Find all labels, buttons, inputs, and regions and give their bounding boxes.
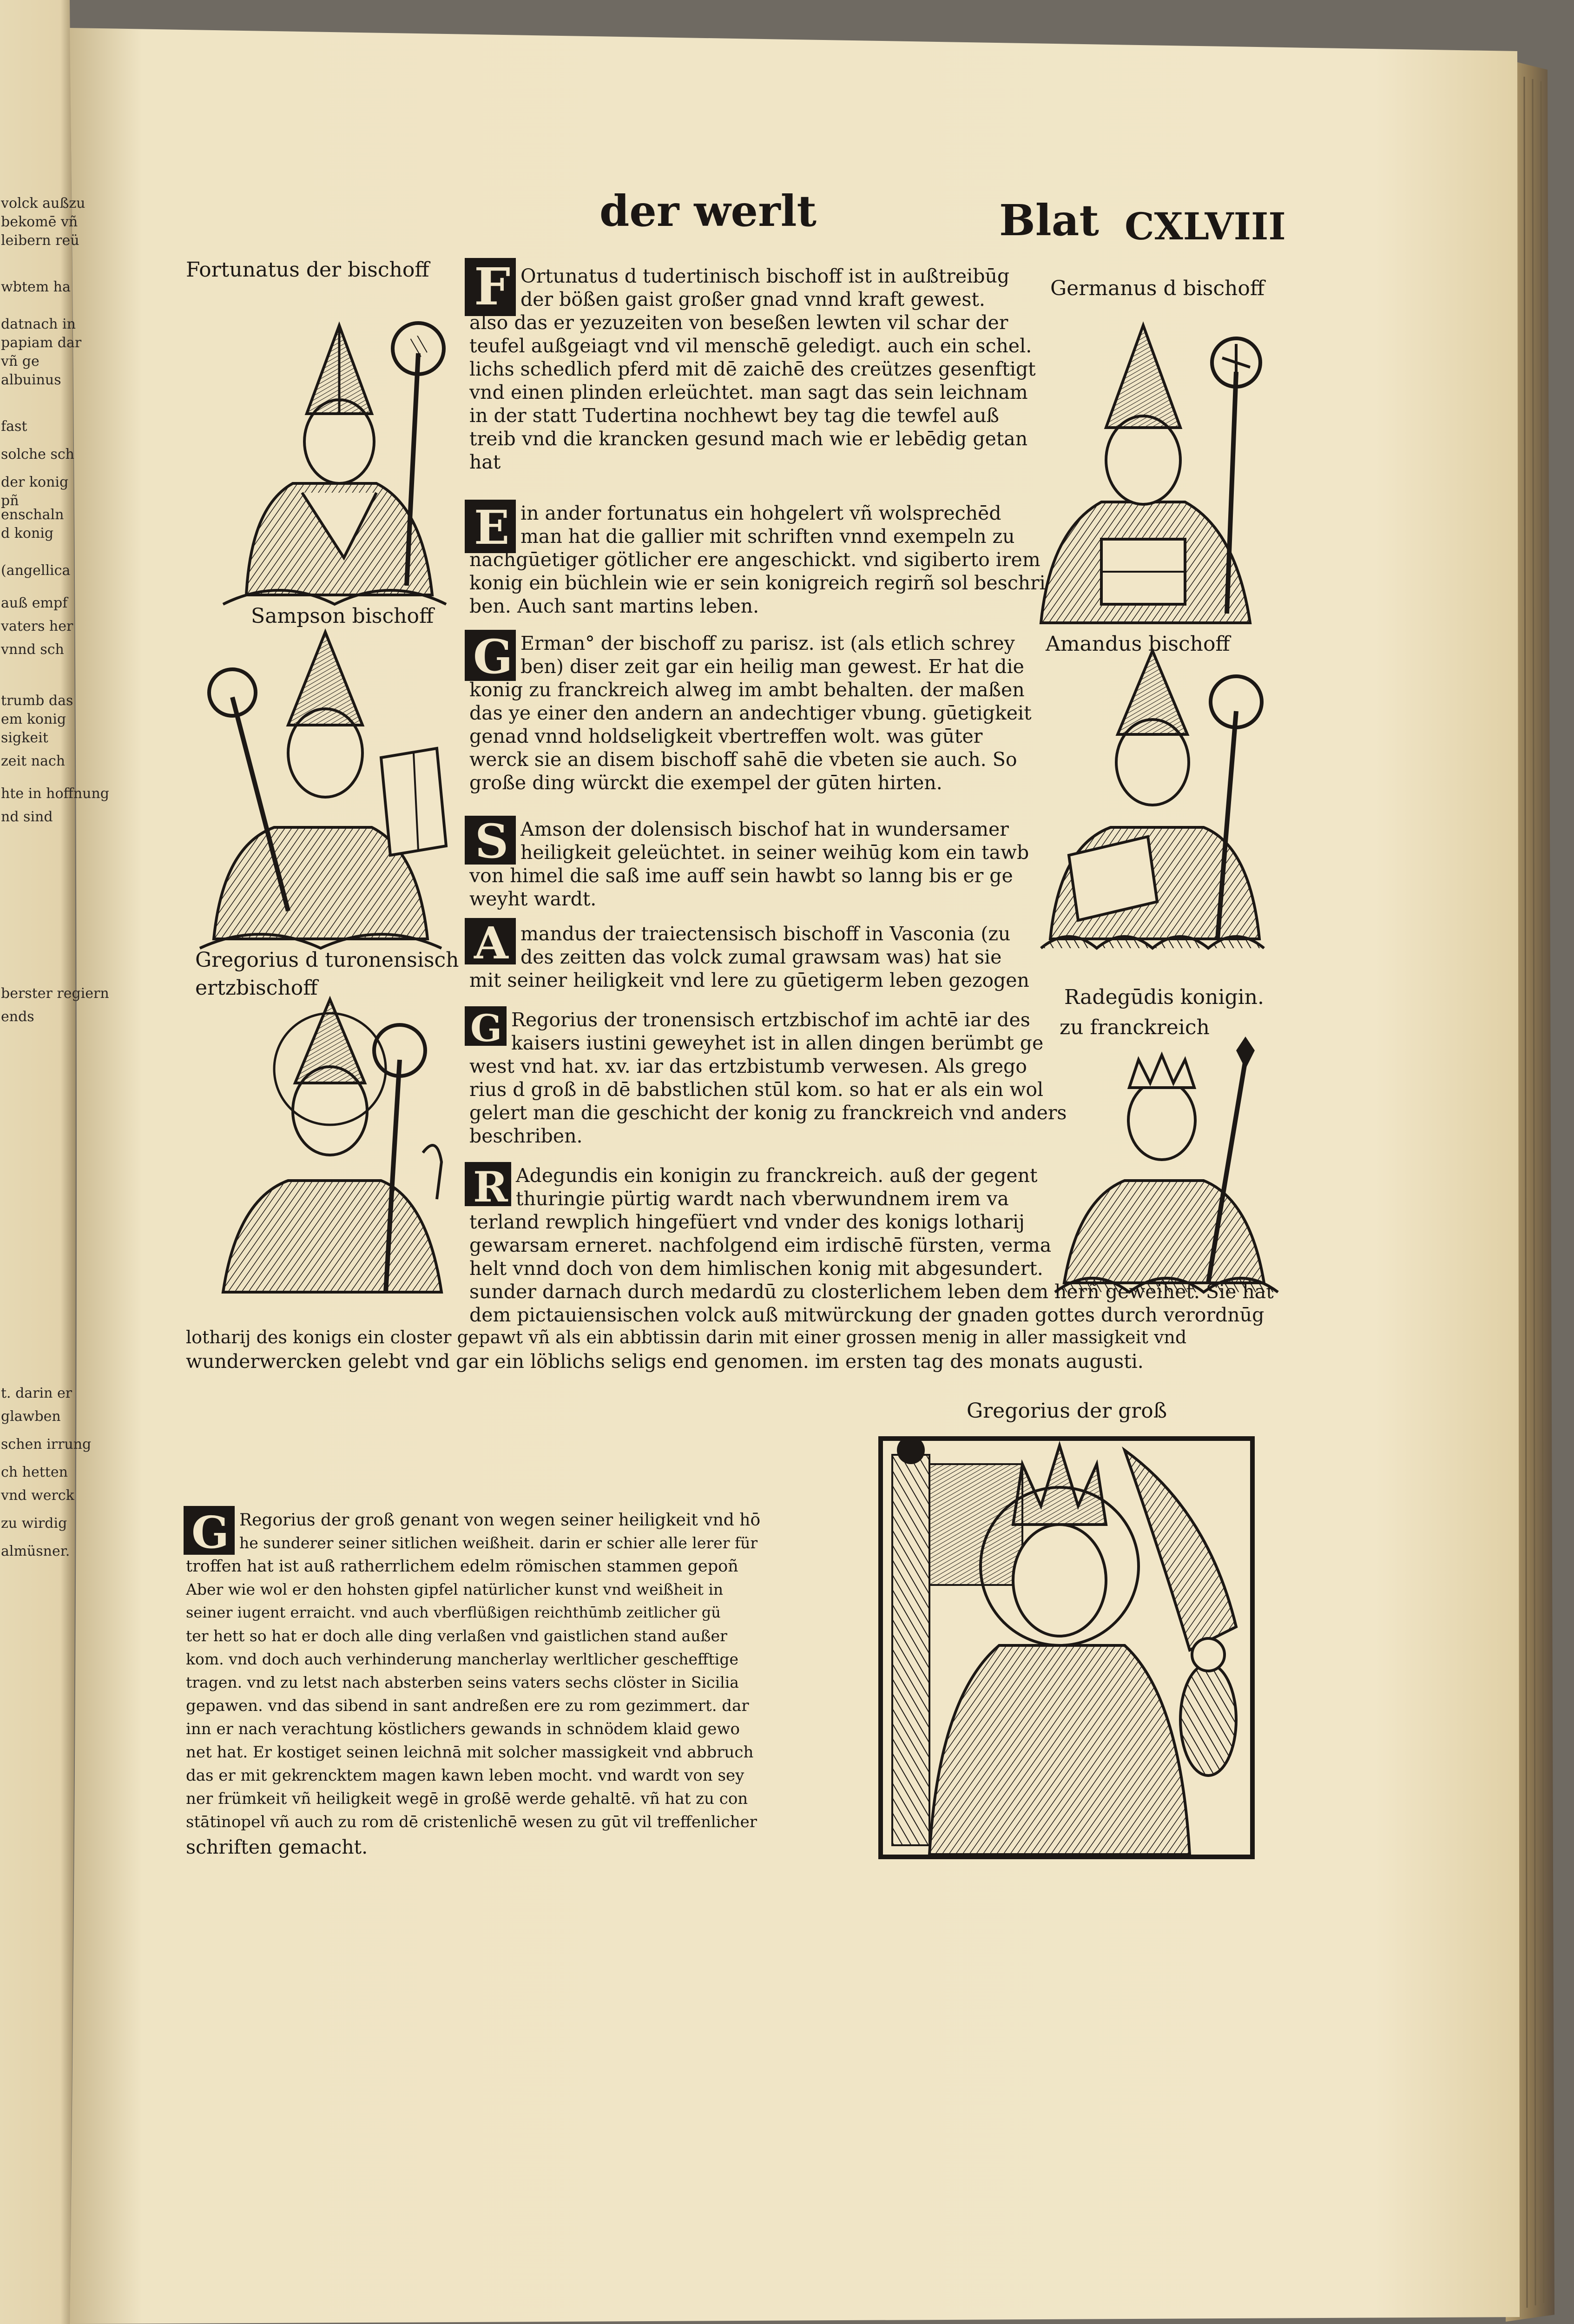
text-line: rius d groß in dē babstlichen stūl kom. so hat er als ein wol [469, 1078, 1044, 1101]
text-line: ben) diser zeit gar ein heilig man gewest. Er hat die [520, 655, 1024, 678]
text-line: teufel außgeiagt vnd vil menschē geledigt. auch ein schel. [469, 335, 1032, 357]
text-line: nachgūetiger götlicher ere angeschickt. vnd sigiberto irem [469, 548, 1041, 571]
left-fragment: t. darin er [1, 1385, 72, 1401]
text-line: des zeitten das volck zumal grawsam was) hat sie [520, 946, 1002, 968]
text-line: gepawen. vnd das sibend in sant andreßen ere zu rom gezimmert. dar [186, 1697, 749, 1715]
caption-gregorius-turon-2: ertzbischoff [195, 976, 318, 1000]
left-fragment: glawben [1, 1408, 61, 1425]
caption-sampson: Sampson bischoff [251, 604, 434, 628]
text-line: dem pictauiensischen volck auß mitwürckung der gnaden gottes durch verordnūg [469, 1304, 1264, 1326]
left-fragment: almüsner. [1, 1543, 70, 1559]
text-line: schriften gemacht. [186, 1836, 368, 1858]
text-line: konig ein büchlein wie er sein konigreich regirñ sol beschri [469, 572, 1046, 594]
left-fragment: schen irrung [1, 1436, 92, 1452]
left-fragment: enschaln [1, 507, 64, 523]
text-line: tragen. vnd zu letst nach absterben seins vaters sechs clöster in Sicilia [186, 1673, 739, 1691]
caption-amandus: Amandus bischoff [1046, 632, 1230, 656]
text-line: man hat die gallier mit schriften vnnd exempeln zu [520, 525, 1015, 548]
left-fragment: nd sind [1, 809, 53, 825]
text-line: lichs schedlich pferd mit dē zaichē des creützes gesenftigt [469, 358, 1036, 380]
folio-number: CXLVIII [1125, 205, 1286, 248]
text-line: west vnd hat. xv. iar das ertzbistumb verwesen. Als grego [469, 1055, 1027, 1077]
left-fragment: vnd werck [1, 1487, 74, 1504]
left-fragment: leibern reü [1, 232, 79, 249]
left-fragment: der konig [1, 474, 69, 490]
left-fragment: bekomē vñ [1, 214, 78, 230]
left-fragment: zeit nach [1, 753, 66, 769]
text-line: Regorius der tronensisch ertzbischof im achtē iar des [511, 1009, 1030, 1031]
text-line: in ander fortunatus ein hohgelert vñ wolsprechēd [520, 502, 1001, 524]
initial-g: G [473, 629, 513, 684]
left-fragment: papiam dar [1, 335, 82, 351]
text-line: terland rewplich hingefüert vnd vnder des konigs lotharij [469, 1211, 1025, 1233]
text-line: seiner iugent erraicht. vnd auch vberflüßigen reichthūmb zeitlicher gü [186, 1604, 721, 1621]
left-fragment: volck außzu [1, 195, 86, 211]
left-fragment: fast [1, 418, 27, 435]
text-line: troffen hat ist auß ratherrlichem edelm römischen stammen gepoñ [186, 1557, 738, 1576]
text-line: inn er nach verachtung köstlichers gewands in schnödem klaid gewo [186, 1720, 740, 1738]
text-line: he sunderer seiner sitlichen weißheit. darin er schier alle lerer für [239, 1534, 758, 1552]
caption-gregorius-turon: Gregorius d turonensisch [195, 948, 459, 972]
left-fragment: ch hetten [1, 1464, 68, 1480]
text-line: genad vnnd holdseligkeit vbertreffen wolt. was gūter [469, 725, 983, 747]
text-line: ter hett so hat er doch alle ding verlaßen vnd gaistlichen stand außer [186, 1627, 727, 1645]
initial-e: E [474, 500, 510, 555]
left-fragment: vnnd sch [1, 641, 64, 658]
text-line: der bößen gaist großer gnad vnnd kraft gewest. [520, 288, 985, 310]
caption-fortunatus: Fortunatus der bischoff [186, 258, 429, 282]
text-line: gelert man die geschicht der konig zu franckreich vnd anders [469, 1102, 1067, 1124]
text-line: lotharij des konigs ein closter gepawt vñ als ein abbtissin darin mit einer grossen menig in aller massigkeit vnd [186, 1327, 1187, 1347]
left-fragment: em konig [1, 711, 66, 727]
text-line: net hat. Er kostiget seinen leichnā mit solcher massigkeit vnd abbruch [186, 1743, 754, 1762]
text-line: kaisers iustini geweyhet ist in allen dingen berümbt ge [511, 1032, 1044, 1054]
left-fragment: (angellica [1, 562, 71, 579]
caption-germanus: Germanus d bischoff [1050, 277, 1265, 300]
left-fragment: ends [1, 1009, 34, 1025]
left-fragment: d konig [1, 525, 54, 541]
left-fragment: berster regiern [1, 985, 109, 1002]
text-line: in der statt Tudertina nochhewt bey tag die tewfel auß [469, 404, 999, 427]
text-line: treib vnd die krancken gesund mach wie er lebēdig getan [469, 428, 1028, 450]
text-line: von himel die saß ime auff sein hawbt so lanng bis er ge [469, 865, 1013, 887]
text-line: wunderwercken gelebt vnd gar ein löblichs seligs end genomen. im ersten tag des monats augusti. [186, 1350, 1144, 1373]
text-line: das ye einer den andern an andechtiger vbung. gūetigkeit [469, 702, 1032, 724]
text-line: mandus der traiectensisch bischoff in Vasconia (zu [520, 923, 1011, 945]
text-line: helt vnnd doch von dem himlischen konig mit abgesundert. [469, 1257, 1043, 1280]
text-line: Erman° der bischoff zu parisz. ist (als etlich schrey [520, 632, 1015, 654]
text-line: große ding würckt die exempel der gūten hirten. [469, 772, 942, 794]
text-line: thuringie pürtig wardt nach vberwundnem irem va [516, 1188, 1009, 1210]
text-line: ben. Auch sant martins leben. [469, 595, 759, 617]
left-fragment: sigkeit [1, 730, 48, 746]
text-line: heiligkeit geleüchtet. in seiner weihūg kom ein tawb [520, 841, 1029, 864]
text-line: Amson der dolensisch bischof hat in wundersamer [520, 818, 1009, 840]
folio-label: Blat [999, 195, 1099, 245]
caption-gregorius-gross: Gregorius der groß [967, 1399, 1167, 1423]
text-line: beschriben. [469, 1125, 583, 1147]
left-fragment: vaters her [1, 618, 73, 634]
left-fragment: albuinus [1, 372, 61, 388]
running-head: der werlt [599, 186, 817, 236]
text-line: gewarsam erneret. nachfolgend eim irdischē fürsten, verma [469, 1234, 1052, 1256]
text-line: weyht wardt. [469, 888, 597, 910]
woodcut-gregorius-der-gross [881, 1436, 1252, 1857]
left-fragment: wbtem ha [1, 279, 71, 295]
text-line: Ortunatus d tudertinisch bischoff ist in außtreibūg [520, 265, 1010, 287]
text-line: hat [469, 451, 501, 473]
text-line: Aber wie wol er den hohsten gipfel natürlicher kunst vnd weißheit in [186, 1580, 724, 1598]
text-line: stātinopel vñ auch zu rom dē cristenlichē wesen zu gūt vil treffenlicher [186, 1813, 757, 1831]
text-line: das er mit gekrencktem magen kawn leben mocht. vnd wardt von sey [186, 1766, 744, 1785]
left-fragment: auß empf [1, 595, 68, 611]
text-line: also das er yezuzeiten von beseßen lewten vil schar der [469, 311, 1008, 334]
text-line: sunder darnach durch medardū zu closterlichem leben dem herñ geweihet. Sie hat [469, 1281, 1274, 1303]
left-fragment: hte in hoffnung [1, 786, 109, 802]
text-line: ner frümkeit vñ heiligkeit wegē in großē werde gehaltē. vñ hat zu con [186, 1789, 748, 1808]
left-fragment: zu wirdig [1, 1515, 67, 1532]
text-line: Regorius der groß genant von wegen seiner heiligkeit vnd hō [239, 1511, 761, 1530]
initial-a: A [474, 918, 508, 969]
text-line: vnd einen plinden erleüchtet. man sagt das sein leichnam [469, 381, 1028, 403]
text-line: kom. vnd doch auch verhinderung mancherlay werltlicher geschefftige [186, 1650, 738, 1668]
text-line: werck sie an disem bischoff sahē die vbeten sie auch. So [469, 748, 1017, 771]
left-fragment: solche sch [1, 446, 74, 462]
left-fragment: pñ [1, 493, 19, 509]
left-fragment: datnach in [1, 316, 76, 332]
initial-r: R [473, 1162, 508, 1212]
caption-radegundis-2: zu franckreich [1060, 1016, 1210, 1039]
caption-radegundis: Radegūdis konigin. [1064, 985, 1264, 1009]
initial-f: F [474, 257, 511, 317]
left-fragment: vñ ge [1, 353, 40, 370]
left-fragment: trumb das [1, 693, 73, 709]
initial-g3: G [191, 1507, 230, 1558]
text-line: mit seiner heiligkeit vnd lere zu gūetigerm leben gezogen [469, 969, 1029, 991]
initial-g2: G [470, 1006, 502, 1050]
text-line: Adegundis ein konigin zu franckreich. auß der gegent [516, 1164, 1038, 1187]
text-line: konig zu franckreich alweg im ambt behalten. der maßen [469, 679, 1025, 701]
initial-s: S [475, 814, 509, 869]
